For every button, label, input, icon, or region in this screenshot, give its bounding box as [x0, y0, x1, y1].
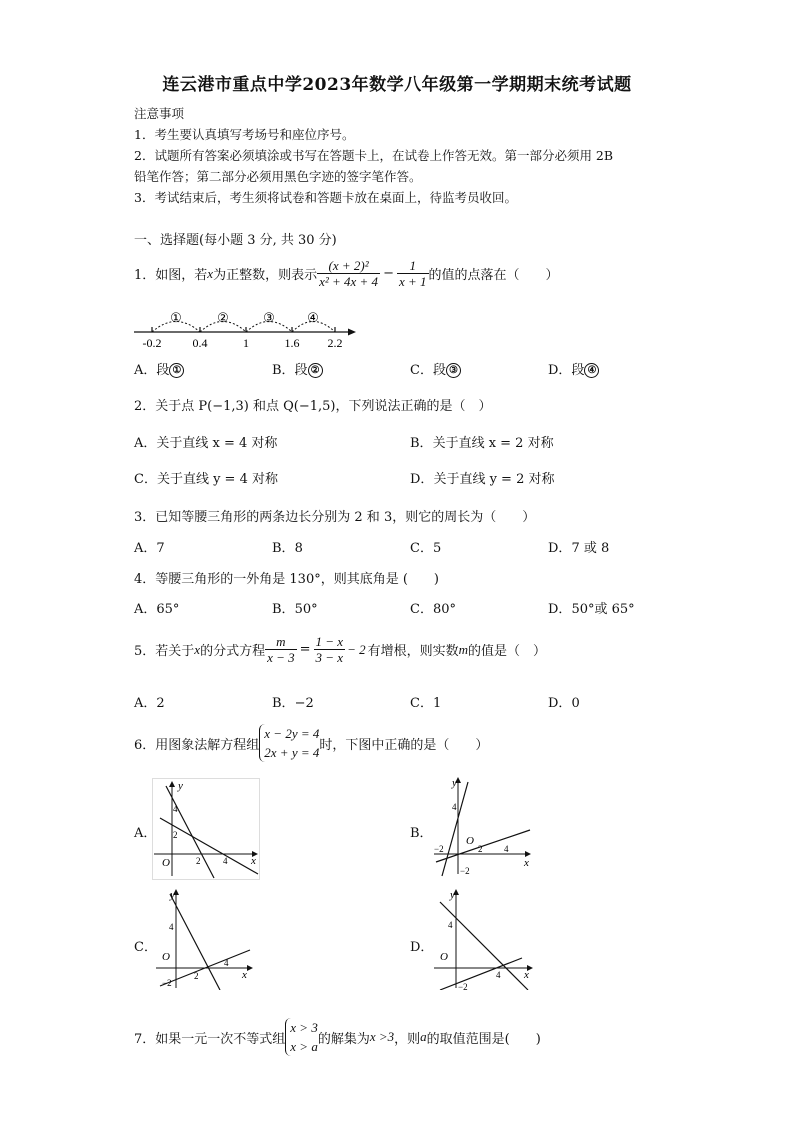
option-letter: B．: [272, 696, 295, 711]
q5-post2: 的值是（ ）: [468, 644, 547, 659]
q5-option-d[interactable]: [548, 692, 580, 711]
q1-frac2-num: 1: [397, 258, 429, 274]
option-letter: C．: [134, 472, 157, 487]
q5-fraction-1: [265, 634, 297, 665]
q5-tail: − 2: [347, 641, 366, 657]
option-text: 65°: [156, 602, 180, 617]
q3-option-b[interactable]: [272, 537, 303, 556]
q6-system: [259, 724, 319, 762]
q6-option-c[interactable]: C．: [134, 940, 157, 955]
q6-option-a[interactable]: A．: [134, 826, 157, 841]
q7-system: [285, 1018, 318, 1056]
q4-option-b[interactable]: [272, 598, 318, 617]
q3-option-c[interactable]: [410, 537, 441, 556]
q1-option-d[interactable]: [548, 359, 599, 378]
origin-label: O: [466, 835, 474, 847]
option-text: 关于直线 y = 2 对称: [433, 472, 555, 487]
tick-label: 2: [478, 844, 483, 854]
tick-label: 2: [173, 830, 178, 840]
q3-option-a[interactable]: [134, 537, 165, 556]
q7-post1: 的解集为: [317, 1031, 370, 1047]
option-letter: C．: [410, 541, 433, 556]
q7-ineq1: x > 3: [290, 1020, 318, 1035]
origin-label: O: [162, 857, 170, 869]
question-1-stem: [134, 258, 559, 289]
x-axis-label: x: [251, 855, 256, 867]
segment-label-2: ②: [217, 310, 229, 325]
y-axis-label: y: [452, 777, 457, 789]
option-text: 7 或 8: [571, 541, 610, 556]
q1-option-b[interactable]: [272, 359, 323, 378]
notice-item: 2．试题所有答案必须填涂或书写在答题卡上，在试卷上作答无效。第一部分必须用 2B: [134, 148, 614, 163]
origin-label: O: [162, 951, 170, 963]
option-letter: D．: [548, 696, 572, 711]
q5-post1: 有增根，则实数: [367, 644, 459, 659]
option-letter: A．: [134, 541, 157, 556]
tick-label: 4: [224, 958, 229, 968]
option-mark: ①: [169, 363, 184, 378]
q5-frac1-num: m: [265, 634, 297, 650]
option-mark: ④: [584, 363, 599, 378]
q7-ineq2: x > a: [290, 1039, 318, 1054]
option-letter: D．: [548, 541, 572, 556]
y-axis-label: y: [450, 889, 455, 901]
option-letter: B．: [272, 541, 295, 556]
q5-pre: 5．若关于: [134, 644, 195, 659]
option-text: 关于直线 y = 4 对称: [156, 472, 278, 487]
x-axis-label: x: [242, 969, 247, 981]
q2-option-d[interactable]: [410, 468, 554, 487]
option-letter: C．: [410, 602, 433, 617]
tick-label: 4: [169, 922, 174, 932]
option-text: 5: [432, 541, 442, 556]
q1-option-c[interactable]: [410, 359, 461, 378]
q7-solution: x >3: [369, 1029, 395, 1044]
q5-option-c[interactable]: [410, 692, 441, 711]
segment-label-1: ①: [170, 310, 182, 325]
option-letter: C．: [410, 363, 433, 378]
q5-frac1-den: x − 3: [267, 650, 295, 665]
q6-post: 时，下图中正确的是（ ）: [319, 737, 489, 753]
q6-graph-b: [430, 774, 534, 878]
option-mark: ②: [308, 363, 323, 378]
q6-graph-c: [152, 886, 256, 990]
option-text: 50°或 65°: [571, 602, 635, 617]
tick-label: 4: [452, 802, 457, 812]
option-text: 7: [156, 541, 165, 556]
option-text: 段: [571, 363, 585, 378]
tick-label: 0.4: [192, 336, 208, 350]
tick-label: 4: [448, 920, 453, 930]
q1-number-line: [130, 305, 370, 351]
option-text: 8: [294, 541, 303, 556]
notice-item: 铅笔作答；第二部分必须用黑色字迹的签字笔作答。: [134, 169, 422, 184]
option-text: 80°: [432, 602, 456, 617]
q1-frac2-den: x + 1: [398, 274, 427, 289]
q5-option-a[interactable]: [134, 692, 165, 711]
q6-eq2: 2x + y = 4: [264, 745, 320, 760]
notice-item: 3．考试结束后，考生须将试卷和答题卡放在桌面上，待监考员收回。: [134, 190, 517, 205]
segment-label-3: ③: [263, 310, 275, 325]
q5-option-b[interactable]: [272, 692, 314, 711]
segment-label-4: ④: [307, 310, 319, 325]
q1-fraction-1: [317, 258, 380, 289]
section-heading: 一、选择题(每小题 3 分, 共 30 分): [134, 233, 337, 248]
y-axis-label: y: [170, 889, 175, 901]
q7-post2: ，则: [394, 1031, 421, 1047]
q1-fraction-2: [397, 258, 429, 289]
tick-label: 2.2: [327, 336, 343, 350]
tick-label: −2: [458, 982, 468, 990]
q6-option-b[interactable]: B．: [410, 826, 433, 841]
option-text: −2: [294, 696, 314, 711]
option-text: 段: [432, 363, 446, 378]
q3-option-d[interactable]: [548, 537, 609, 556]
option-letter: B．: [272, 602, 295, 617]
q1-var: x: [207, 265, 214, 281]
q7-var: a: [420, 1029, 427, 1044]
q4-option-c[interactable]: [410, 598, 456, 617]
q6-graph-d: [430, 886, 536, 990]
question-4-stem: 4．等腰三角形的一外角是 130°，则其底角是 ( ): [134, 572, 439, 587]
q1-post: 的值的点落在（ ）: [428, 268, 559, 283]
q2-option-b[interactable]: [410, 432, 554, 451]
q5-fraction-2: [314, 634, 346, 665]
q1-frac1-den: x² + 4x + 4: [319, 274, 379, 289]
y-axis-label: y: [178, 780, 183, 792]
question-5-stem: [134, 634, 546, 665]
question-7-stem: [134, 1018, 541, 1056]
q4-option-d[interactable]: [548, 598, 635, 617]
x-axis-label: x: [524, 857, 529, 869]
option-text: 0: [571, 696, 580, 711]
option-letter: A．: [134, 602, 157, 617]
q4-option-a[interactable]: [134, 598, 179, 617]
notice-heading: 注意事项: [134, 106, 185, 121]
notice-item: 1．考生要认真填写考场号和座位序号。: [134, 127, 355, 142]
question-3-stem: 3．已知等腰三角形的两条边长分别为 2 和 3，则它的周长为（ ）: [134, 510, 536, 525]
option-letter: A．: [134, 696, 157, 711]
option-text: 50°: [294, 602, 318, 617]
x-axis-label: x: [524, 969, 529, 981]
option-letter: C．: [410, 696, 433, 711]
tick-label: −2: [460, 866, 470, 876]
option-text: 段: [156, 363, 170, 378]
q5-var: x: [194, 641, 201, 657]
option-letter: D．: [548, 363, 572, 378]
question-6-stem: [134, 724, 488, 762]
q5-var2: m: [458, 641, 469, 657]
option-text: 段: [294, 363, 308, 378]
q6-pre: 6．用图象法解方程组: [134, 737, 260, 753]
q5-mid: 的分式方程: [200, 644, 266, 659]
option-letter: D．: [548, 602, 572, 617]
option-letter: B．: [272, 363, 295, 378]
q1-pre: 1．如图，若: [134, 268, 208, 283]
q5-eq: =: [299, 642, 311, 657]
q5-frac2-den: 3 − x: [315, 650, 344, 665]
q2-option-a[interactable]: [134, 432, 277, 451]
tick-label: −2: [434, 844, 444, 854]
option-text: 关于直线 x = 4 对称: [156, 436, 278, 451]
option-letter: A．: [134, 363, 157, 378]
tick-label: 2: [196, 856, 201, 866]
option-letter: B．: [410, 436, 433, 451]
option-text: 1: [432, 696, 442, 711]
q7-pre: 7．如果一元一次不等式组: [134, 1031, 286, 1047]
option-letter: D．: [410, 472, 434, 487]
page-title: 连云港市重点中学2023年数学八年级第一学期期末统考试题: [162, 75, 632, 95]
option-letter: A．: [134, 436, 157, 451]
tick-label: -0.2: [142, 336, 162, 350]
q1-frac1-num: (x + 2)²: [317, 258, 380, 274]
q1-mid: 为正整数，则表示: [213, 268, 318, 283]
origin-label: O: [440, 951, 448, 963]
q6-eq1: x − 2y = 4: [264, 726, 320, 741]
q6-graph-a: [152, 778, 260, 880]
tick-label: 4: [223, 856, 228, 866]
q1-option-a[interactable]: [134, 359, 184, 378]
question-2-stem: 2．关于点 P(−1,3) 和点 Q(−1,5)，下列说法正确的是（ ）: [134, 399, 492, 414]
tick-label: 4: [173, 804, 178, 814]
option-text: 2: [156, 696, 165, 711]
tick-label: 4: [496, 970, 501, 980]
q6-option-d[interactable]: D．: [410, 940, 434, 955]
tick-label: −2: [162, 978, 172, 988]
q2-option-c[interactable]: [134, 468, 278, 487]
option-mark: ③: [446, 363, 461, 378]
option-text: 关于直线 x = 2 对称: [432, 436, 554, 451]
tick-label: 1: [243, 336, 249, 350]
q5-frac2-num: 1 − x: [315, 634, 344, 649]
tick-label: 4: [504, 844, 509, 854]
q1-minus: −: [383, 266, 394, 281]
tick-label: 1.6: [284, 336, 300, 350]
tick-label: 2: [194, 971, 199, 981]
q7-post3: 的取值范围是( ): [426, 1031, 541, 1047]
